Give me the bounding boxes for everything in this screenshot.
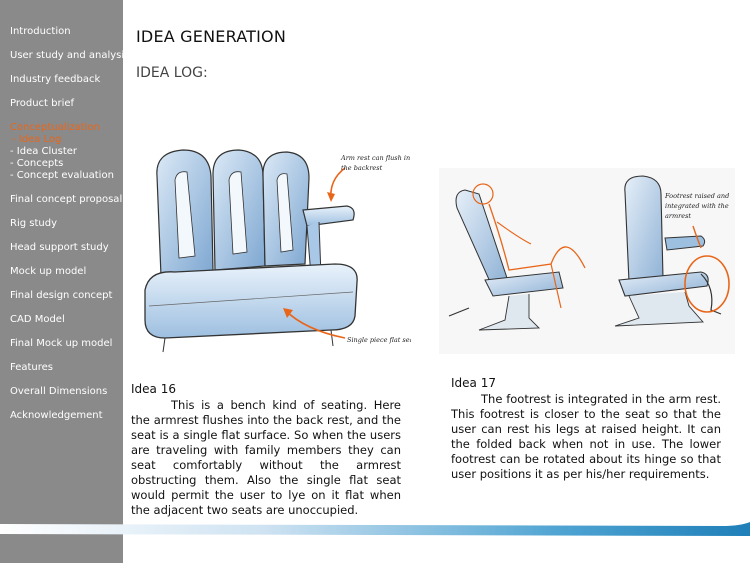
idea17-description: The footrest is integrated in the arm rest. This footrest is closer to the seat so that the user can rest his legs at raised height. It can the folded back when not in use. The lower footrest can be rotated about its hinge so that user positions it as per his/her requirements. bbox=[451, 392, 721, 481]
sidebar-item-user-study[interactable]: User study and analysis bbox=[10, 50, 130, 61]
main-content bbox=[123, 0, 750, 563]
footer-accent-bar bbox=[0, 522, 750, 536]
annotation-single-flat-seat: Single piece flat seat bbox=[347, 336, 411, 344]
svg-text:armrest: armrest bbox=[665, 212, 692, 220]
sidebar-item-overall-dimensions[interactable]: Overall Dimensions bbox=[10, 386, 108, 397]
sidebar-item-industry-feedback[interactable]: Industry feedback bbox=[10, 74, 101, 85]
sidebar-subitem-idea-log[interactable]: - Idea Log bbox=[12, 134, 62, 145]
idea16-description: This is a bench kind of seating. Here the armrest flushes into the back rest, and the seat is a single flat surface. So when the users are traveling with family members they can seat comfortably without the armrest obstructing them. Also the single flat seat would permit the user to lye on it flat when the adjacent two seats are unoccupied. bbox=[131, 398, 401, 517]
sidebar-nav bbox=[10, 26, 130, 434]
sidebar-subitem-idea-cluster[interactable]: - Idea Cluster bbox=[10, 146, 78, 157]
sidebar-item-final-concept-proposal[interactable]: Final concept proposal bbox=[10, 194, 123, 205]
svg-text:the backrest: the backrest bbox=[341, 164, 383, 172]
sidebar bbox=[0, 0, 130, 563]
sidebar-subnav bbox=[10, 134, 123, 182]
footrest-seat-illustration bbox=[439, 168, 735, 354]
idea17-sketch bbox=[439, 168, 735, 354]
sidebar-item-introduction[interactable]: Introduction bbox=[10, 26, 71, 37]
sidebar-item-mock-up-model[interactable]: Mock up model bbox=[10, 266, 87, 277]
idea17-title: Idea 17 bbox=[451, 376, 496, 390]
sidebar-item-conceptualization[interactable]: Conceptualization bbox=[10, 122, 100, 133]
page-subtitle: IDEA LOG: bbox=[136, 65, 208, 81]
sidebar-subitem-concept-evaluation[interactable]: - Concept evaluation bbox=[10, 170, 114, 181]
sidebar-item-head-support-study[interactable]: Head support study bbox=[10, 242, 109, 253]
sidebar-subitem-concepts[interactable]: - Concepts bbox=[10, 158, 64, 169]
sidebar-item-features[interactable]: Features bbox=[10, 362, 53, 373]
sidebar-item-rig-study[interactable]: Rig study bbox=[10, 218, 57, 229]
sidebar-item-product-brief[interactable]: Product brief bbox=[10, 98, 75, 109]
page-title: IDEA GENERATION bbox=[136, 27, 286, 46]
sidebar-item-cad-model[interactable]: CAD Model bbox=[10, 314, 65, 325]
bench-seat-illustration bbox=[135, 140, 411, 364]
sidebar-item-final-design-concept[interactable]: Final design concept bbox=[10, 290, 113, 301]
annotation-footrest-raised: Footrest raised and bbox=[665, 192, 730, 200]
sidebar-item-acknowledgement[interactable]: Acknowledgement bbox=[10, 410, 103, 421]
sidebar-item-final-mock-up-model[interactable]: Final Mock up model bbox=[10, 338, 113, 349]
idea16-title: Idea 16 bbox=[131, 382, 176, 396]
annotation-arm-rest-flush: Arm rest can flush in bbox=[341, 154, 411, 162]
svg-text:integrated with the: integrated with the bbox=[665, 202, 729, 210]
idea16-sketch bbox=[135, 140, 411, 364]
